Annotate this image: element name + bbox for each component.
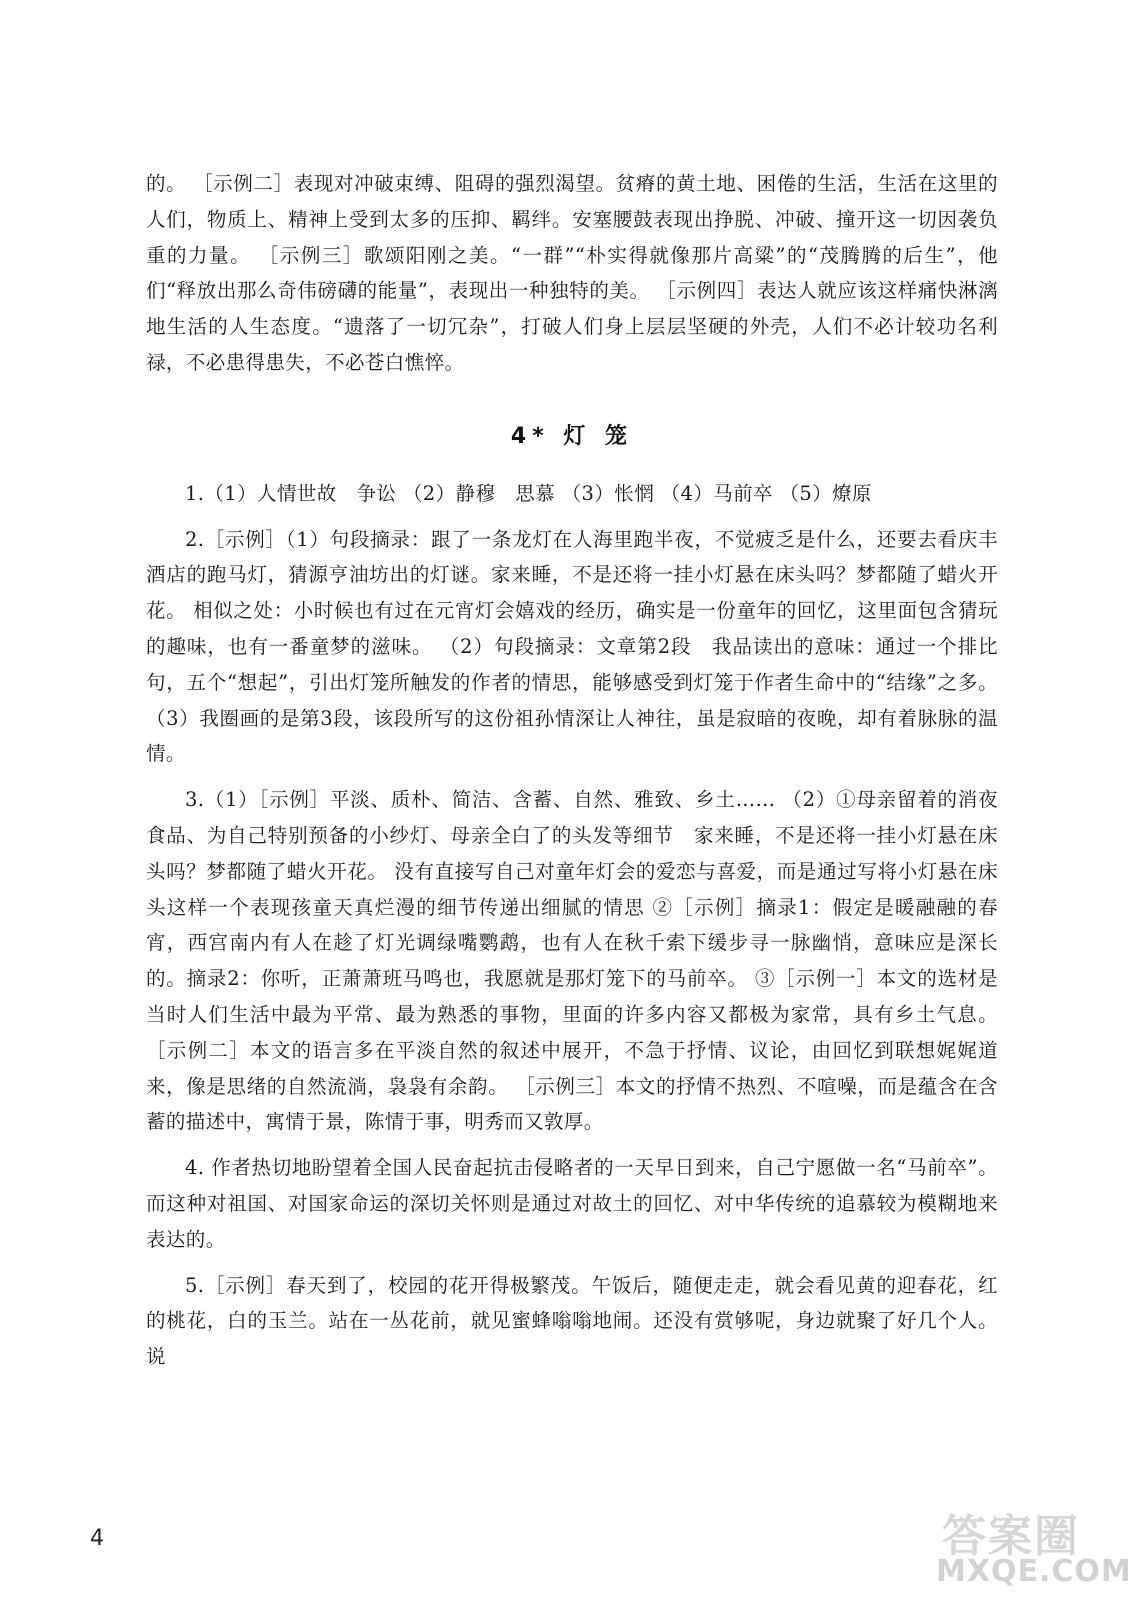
- page-content: [146, 166, 998, 1375]
- continued-paragraph: 的。 ［示例二］表现对冲破束缚、阻碍的强烈渴望。贫瘠的黄土地、困倦的生活，生活在这里的人们，物质上、精神上受到太多的压抑、羁绊。安塞腰鼓表现出挣脱、冲破、撞开这一切因袭负重的力量。 ［示例三］歌颂阳刚之美。“一群”“朴实得就像那片高粱”的“茂腾腾的后生”，他们“释放出那么奇伟磅礴的能量”，表现出一种独特的美。 ［示例四］表达人就应该这样痛快淋漓地生活的人生态度。“遗落了一切冗杂”，打破人们身上层层坚硬的外壳，人们不必计较功名利禄，不必患得患失，不必苍白憔悴。: [146, 172, 998, 374]
- page-number: 4: [90, 1526, 104, 1551]
- watermark-logo: [936, 1500, 1132, 1595]
- watermark-logo-text: 答案圈: [942, 1511, 1080, 1562]
- answer-item-4: 4. 作者热切地盼望着全国人民奋起抗击侵略者的一天早日到来，自己宁愿做一名“马前卒”。而这种对祖国、对国家命运的深切关怀则是通过对故土的回忆、对中华传统的追慕较为模糊地来表达的。: [146, 1156, 998, 1251]
- answer-item-3: 3.（1）［示例］平淡、质朴、简洁、含蓄、自然、雅致、乡土…… （2）①母亲留着的消夜食品、为自己特别预备的小纱灯、母亲全白了的头发等细节 家来睡，不是还将一挂小灯悬在床头吗？梦都随了蜡火开花。 没有直接写自己对童年灯会的爱恋与喜爱，而是通过写将小灯悬在床头这样一个表现孩童天真烂漫的细节传递出细腻的情思 ②［示例］摘录1：假定是暖融融的春宵，西宫南内有人在趁了灯光调绿嘴鹦鹉，也有人在秋千索下缓步寻一脉幽悄，意味应是深长的。摘录2：你听，正萧萧班马鸣也，我愿就是那灯笼下的马前卒。 ③［示例一］本文的选材是当时人们生活中最为平常、最为熟悉的事物，里面的许多内容又都极为家常，具有乡土气息。 ［示例二］本文的语言多在平淡自然的叙述中展开，不急于抒情、议论，由回忆到联想娓娓道来，像是思绪的自然流淌，袅袅有余韵。 ［示例三］本文的抒情不热烈、不喧噪，而是蕴含在含蓄的描述中，寓情于景，陈情于事，明秀而又敦厚。: [146, 788, 998, 1134]
- section-title: 4* 灯 笼: [510, 423, 634, 449]
- answer-item-5: 5.［示例］春天到了，校园的花开得极繁茂。午饭后，随便走走，就会看见黄的迎春花，红的桃花，白的玉兰。站在一丛花前，就见蜜蜂嗡嗡地闹。还没有赏够呢，身边就聚了好几个人。说: [146, 1273, 998, 1369]
- watermark-url: MXQE.COM: [936, 1554, 1132, 1589]
- answer-item-1: 1.（1）人情世故 争讼 （2）静穆 思慕 （3）怅惘 （4）马前卒 （5）燎原: [185, 481, 872, 505]
- answer-item-2: 2.［示例］（1）句段摘录：跟了一条龙灯在人海里跑半夜，不觉疲乏是什么，还要去看庆丰酒店的跑马灯，猜源亨油坊出的灯谜。家来睡，不是还将一挂小灯悬在床头吗？梦都随了蜡火开花。 相似之处：小时候也有过在元宵灯会嬉戏的经历，确实是一份童年的回忆，这里面包含猜玩的趣味，也有一番童梦的滋味。 （2）句段摘录：文章第2段 我品读出的意味：通过一个排比句，五个“想起”，引出灯笼所触发的作者的情思，能够感受到灯笼于作者生命中的“结缘”之多。 （3）我圈画的是第3段，该段所写的这份祖孙情深让人神往，虽是寂暗的夜晚，却有着脉脉的温情。: [146, 527, 998, 766]
